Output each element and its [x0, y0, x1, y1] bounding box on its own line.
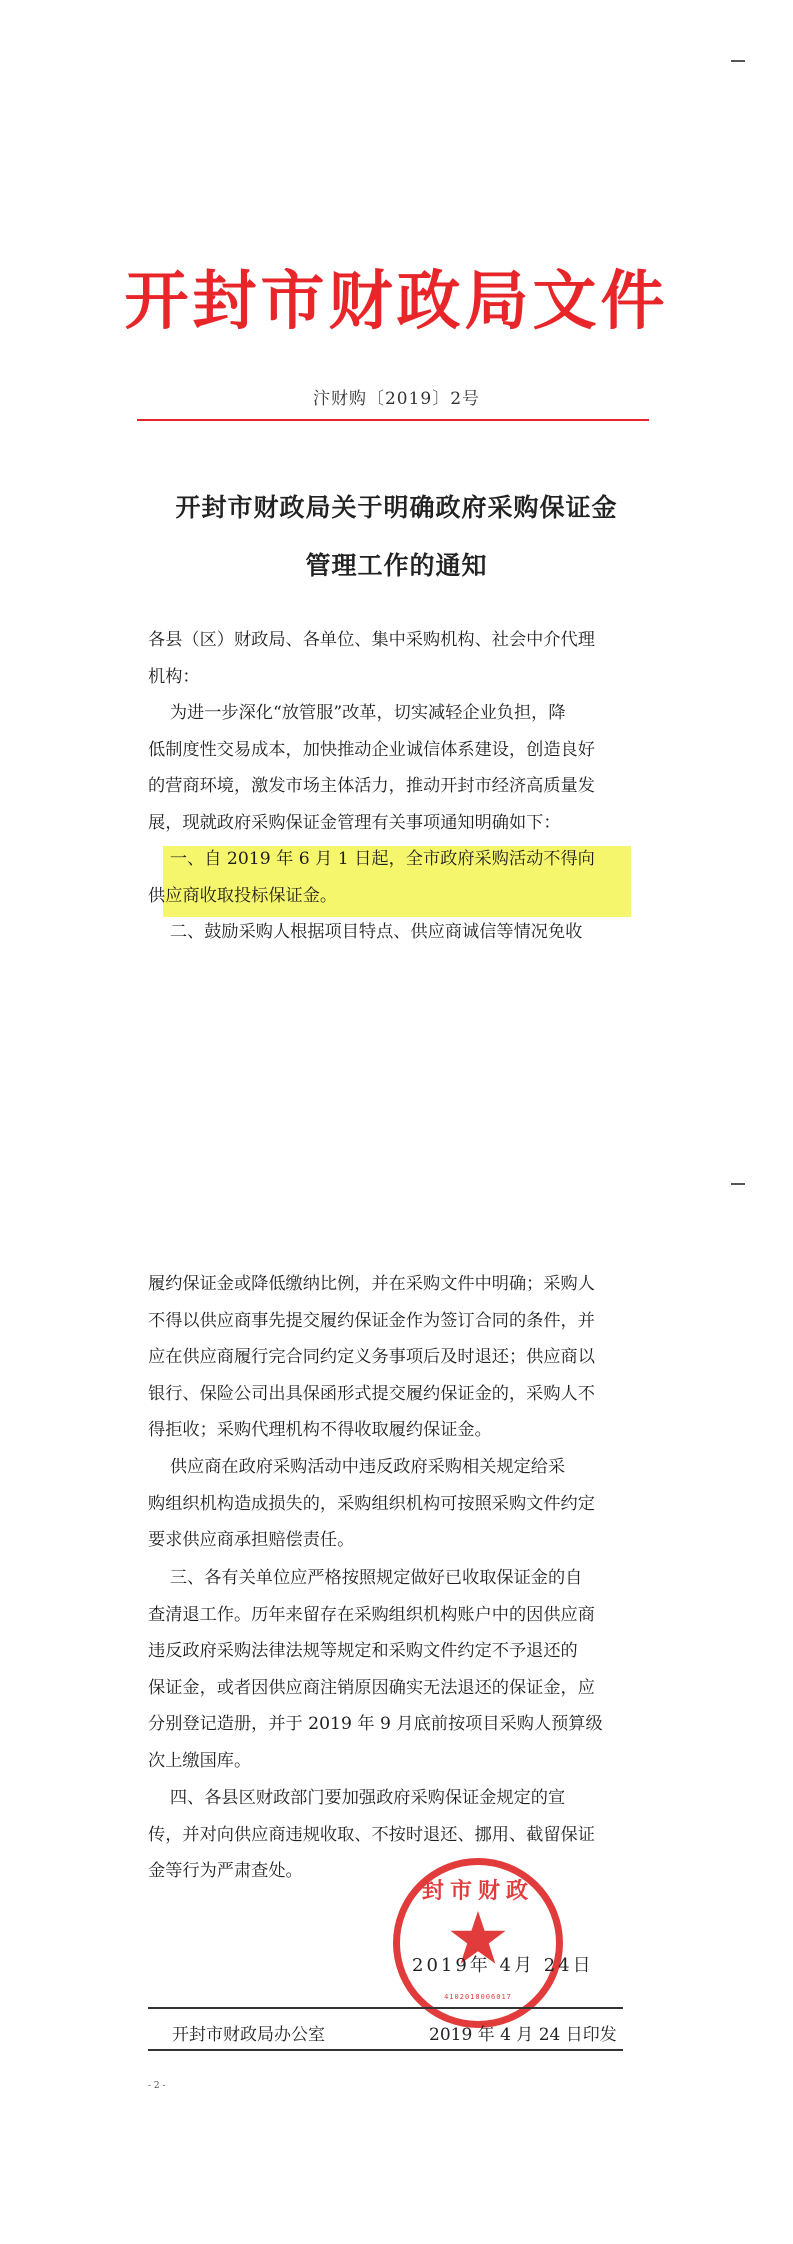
document-header-title: 开封市财政局文件 [124, 265, 669, 339]
item-2-continued: 履约保证金或降低缴纳比例，并在采购文件中明确；采购人 不得以供应商事先提交履约保证金作为签订合同的条件，并 应在供应商履行完合同约定义务事项后及时退还；供应商以 银行、保险公司出具保函形式提交履约保证金的，采购人不 得拒收；采购代理机构不得收取履约保证金。 [148, 1274, 595, 1441]
notice-title-line1: 开封市财政局关于明确政府采购保证金 [175, 493, 618, 522]
addressee: 各县（区）财政局、各单位、集中采购机构、社会中介代理 机构： [148, 630, 595, 687]
document-number: 汴财购〔2019〕2号 [312, 389, 481, 409]
item-2-paragraph-2: 供应商在政府采购活动中违反政府采购相关规定给采 购组织机构造成损失的，采购组织机构可按照采购文件约定 要求供应商承担赔偿责任。 [148, 1457, 595, 1551]
footer-rule-bottom [148, 2049, 623, 2051]
footer-rule-top [148, 2007, 623, 2009]
seal-code: 4102010006017 [444, 1993, 512, 2001]
footer-office: 开封市财政局办公室 [172, 2025, 325, 2045]
footer-print-date: 2019 年 4 月 24 日印发 [429, 2025, 617, 2045]
signature-date: 2019年 4月 24日 [412, 1955, 594, 1976]
item-1-paragraph: 一、自 2019 年 6 月 1 日起，全市政府采购活动不得向 供应商收取投标保证金。 [148, 849, 595, 906]
item-4-paragraph: 四、各县区财政部门要加强政府采购保证金规定的宣 传，并对向供应商违规收取、不按时退还、挪用、截留保证 金等行为严肃查处。 [148, 1788, 595, 1882]
seal-text: 封市财政 [421, 1879, 534, 1904]
margin-mark-middle [731, 1183, 745, 1185]
header-red-rule [137, 419, 649, 421]
notice-title-line2: 管理工作的通知 [305, 551, 488, 580]
item-2-start: 二、鼓励采购人根据项目特点、供应商诚信等情况免收 [148, 922, 583, 942]
intro-paragraph: 为进一步深化“放管服”改革，切实减轻企业负担，降 低制度性交易成本，加快推动企业诚信体系建设，创造良好 的营商环境，激发市场主体活力，推动开封市经济高质量发 展，现就政府采购保证金管理有关事项通知明确如下： [148, 703, 595, 833]
page-number: - 2 - [148, 2081, 166, 2091]
margin-mark-top [731, 60, 745, 62]
item-3-paragraph: 三、各有关单位应严格按照规定做好已收取保证金的自 查清退工作。历年来留存在采购组织机构账户中的因供应商 违反政府采购法律法规等规定和采购文件约定不予退还的 保证金，或者因供应商注销原因确实无法退还的保证金，应 分别登记造册，并于 2019 年 9 月底前按项目采购人预算级 次上缴国库。 [148, 1568, 603, 1771]
